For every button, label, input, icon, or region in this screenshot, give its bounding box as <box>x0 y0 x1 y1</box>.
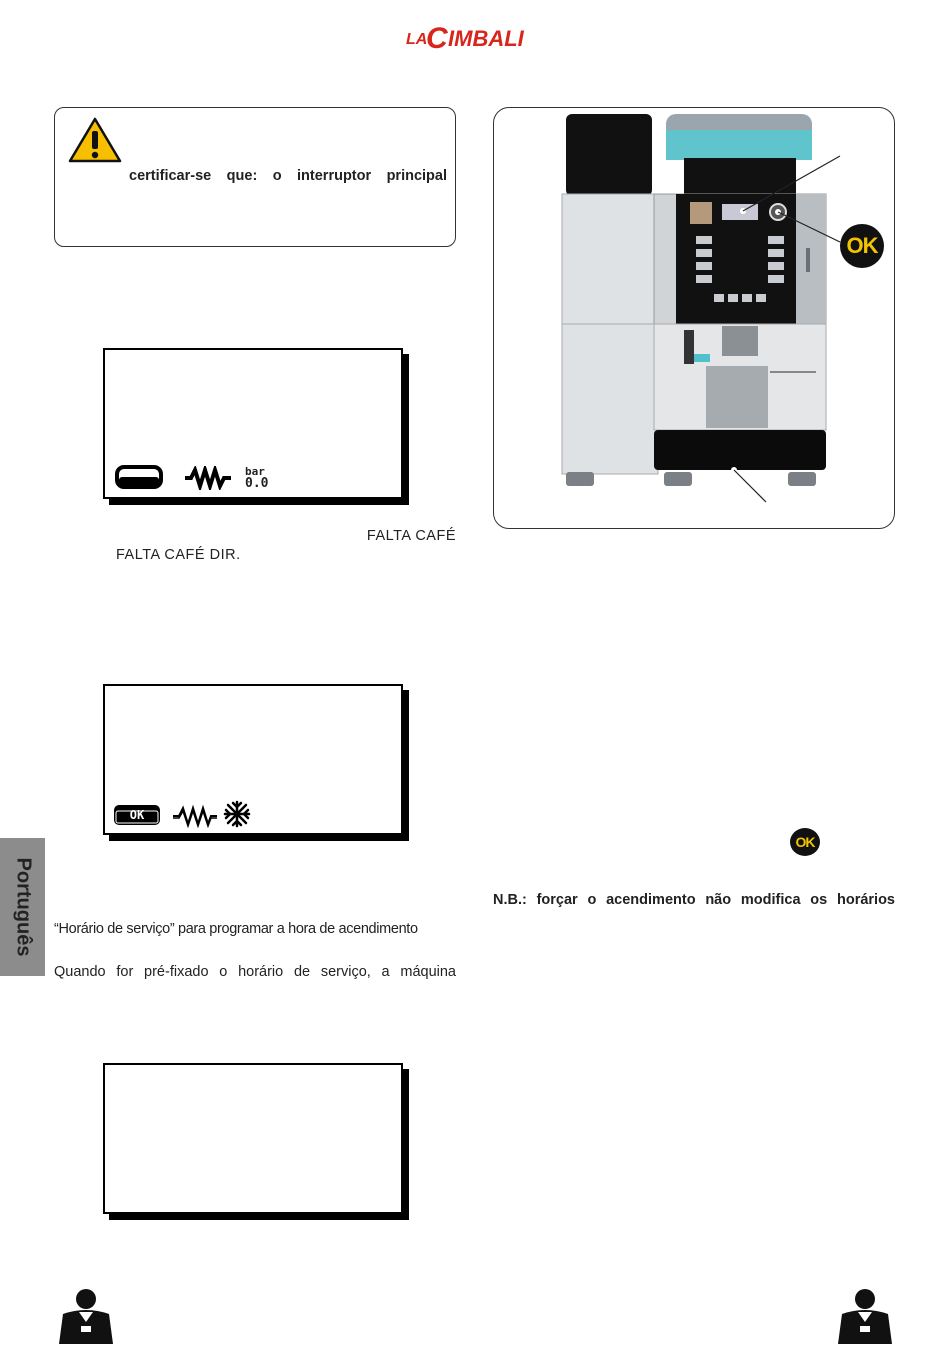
logo-text-c: C <box>426 22 448 54</box>
ok-badge-label: OK <box>846 233 878 258</box>
tank-ok-label: OK <box>129 808 145 822</box>
tank-ok-icon <box>113 804 161 826</box>
ok-inline-icon <box>790 828 820 856</box>
waiter-icon <box>55 1288 117 1344</box>
text-falta-cafe-dir: FALTA CAFÉ DIR. <box>116 547 241 563</box>
display-screen-1 <box>103 348 403 499</box>
tank-icon <box>115 464 163 490</box>
waiter-icon <box>834 1288 896 1344</box>
display-screen-3 <box>103 1063 403 1214</box>
coffee-machine-illustration <box>494 108 892 526</box>
wave-icon <box>173 804 217 828</box>
text-nb: N.B.: forçar o acendimento não modifica os horários <box>493 892 895 908</box>
warning-triangle-icon <box>68 116 122 164</box>
text-quando: Quando for pré-fixado o horário de serviço, a máquina <box>54 964 456 980</box>
snowflake-icon <box>223 800 251 828</box>
text-horario-servico: “Horário de serviço” para programar a hora de acendimento <box>54 921 418 937</box>
logo-text-imbali: IMBALI <box>448 26 524 51</box>
display-screen-2 <box>103 684 403 835</box>
pressure-unit: bar <box>245 465 265 478</box>
logo-text-la: LA <box>406 31 428 48</box>
language-tab-label: Português <box>12 857 34 957</box>
warning-text: certificar-se que: o interruptor principal <box>129 168 447 184</box>
pressure-readout-icon <box>245 466 275 490</box>
text-falta-cafe: FALTA CAFÉ <box>366 528 456 544</box>
wave-icon <box>185 466 231 490</box>
ok-badge-icon <box>840 224 884 268</box>
ok-inline-label: OK <box>795 834 815 850</box>
brand-logo <box>404 18 546 54</box>
pressure-value: 0.0 <box>245 476 269 491</box>
language-tab <box>0 838 45 976</box>
